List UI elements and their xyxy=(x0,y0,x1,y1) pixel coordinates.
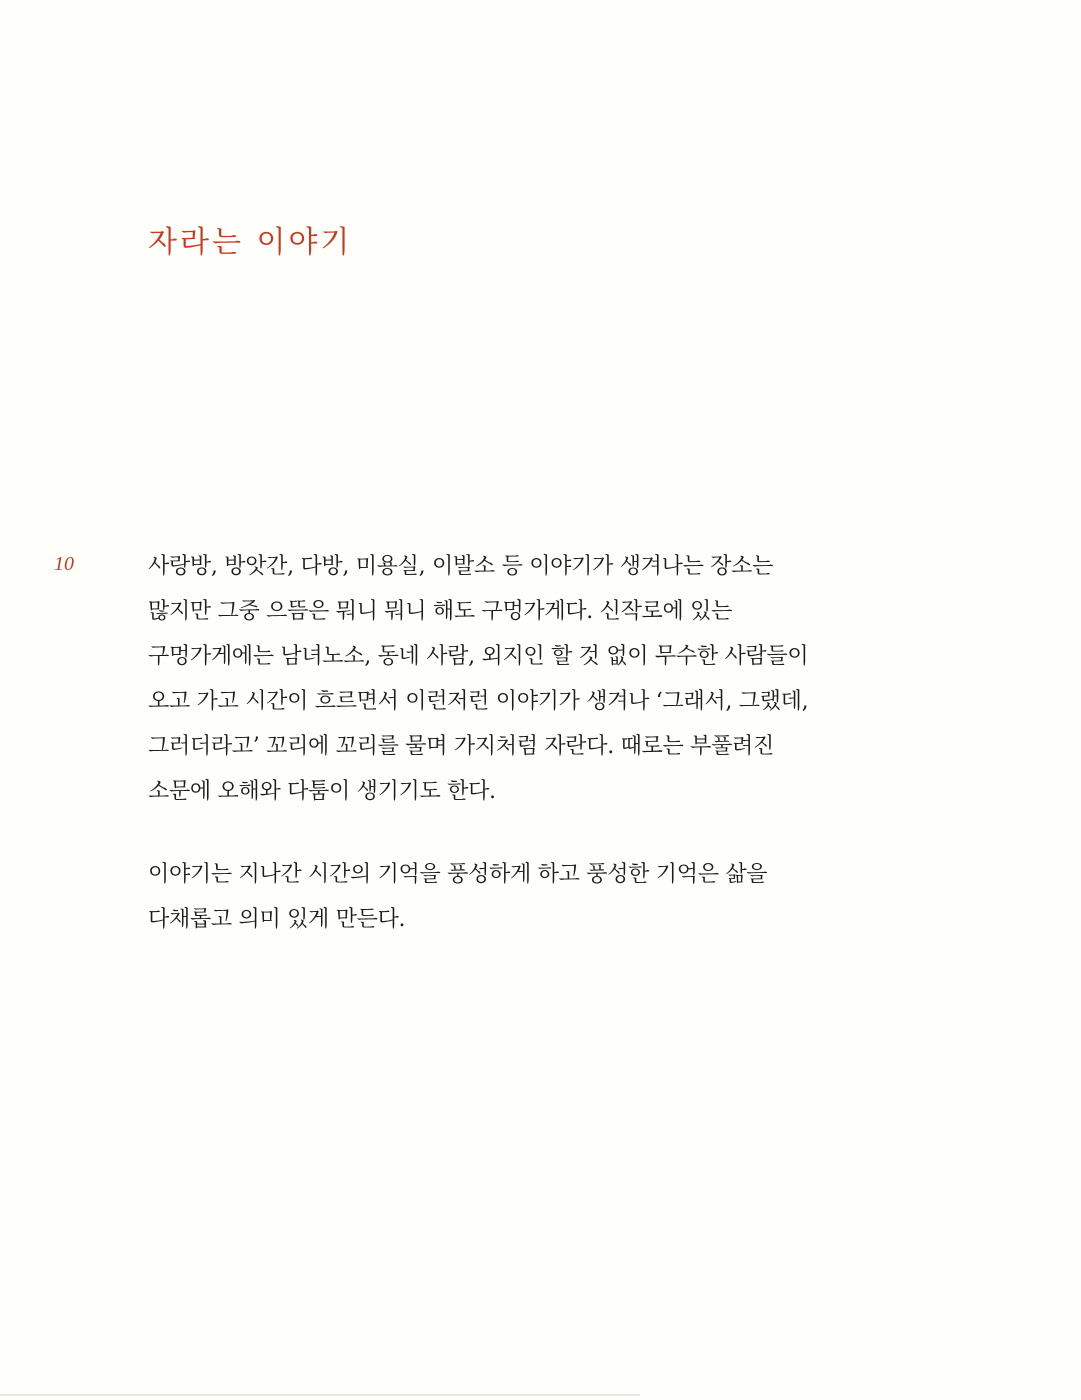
text-line: 오고 가고 시간이 흐르면서 이런저런 이야기가 생겨나 ‘그래서, 그랬데, xyxy=(148,689,809,714)
text-line: 이야기는 지나간 시간의 기억을 풍성하게 하고 풍성한 기억은 삶을 xyxy=(148,862,768,887)
paragraph-1 xyxy=(148,544,888,814)
body-text xyxy=(148,544,888,942)
page-number: 10 xyxy=(54,553,74,575)
text-line: 그러더라고’ 꼬리에 꼬리를 물며 가지처럼 자란다. 때로는 부풀려진 xyxy=(148,734,774,759)
page-title: 자라는 이야기 xyxy=(148,225,353,260)
paragraph-spacer xyxy=(148,814,888,852)
paragraph-2 xyxy=(148,852,888,942)
text-line: 사랑방, 방앗간, 다방, 미용실, 이발소 등 이야기가 생겨나는 장소는 xyxy=(148,554,774,579)
text-line: 소문에 오해와 다툼이 생기기도 한다. xyxy=(148,779,496,804)
text-line: 다채롭고 의미 있게 만든다. xyxy=(148,907,406,932)
text-line: 구멍가게에는 남녀노소, 동네 사람, 외지인 할 것 없이 무수한 사람들이 xyxy=(148,644,809,669)
text-line: 많지만 그중 으뜸은 뭐니 뭐니 해도 구멍가게다. 신작로에 있는 xyxy=(148,599,733,624)
scan-edge-line xyxy=(0,1394,640,1396)
